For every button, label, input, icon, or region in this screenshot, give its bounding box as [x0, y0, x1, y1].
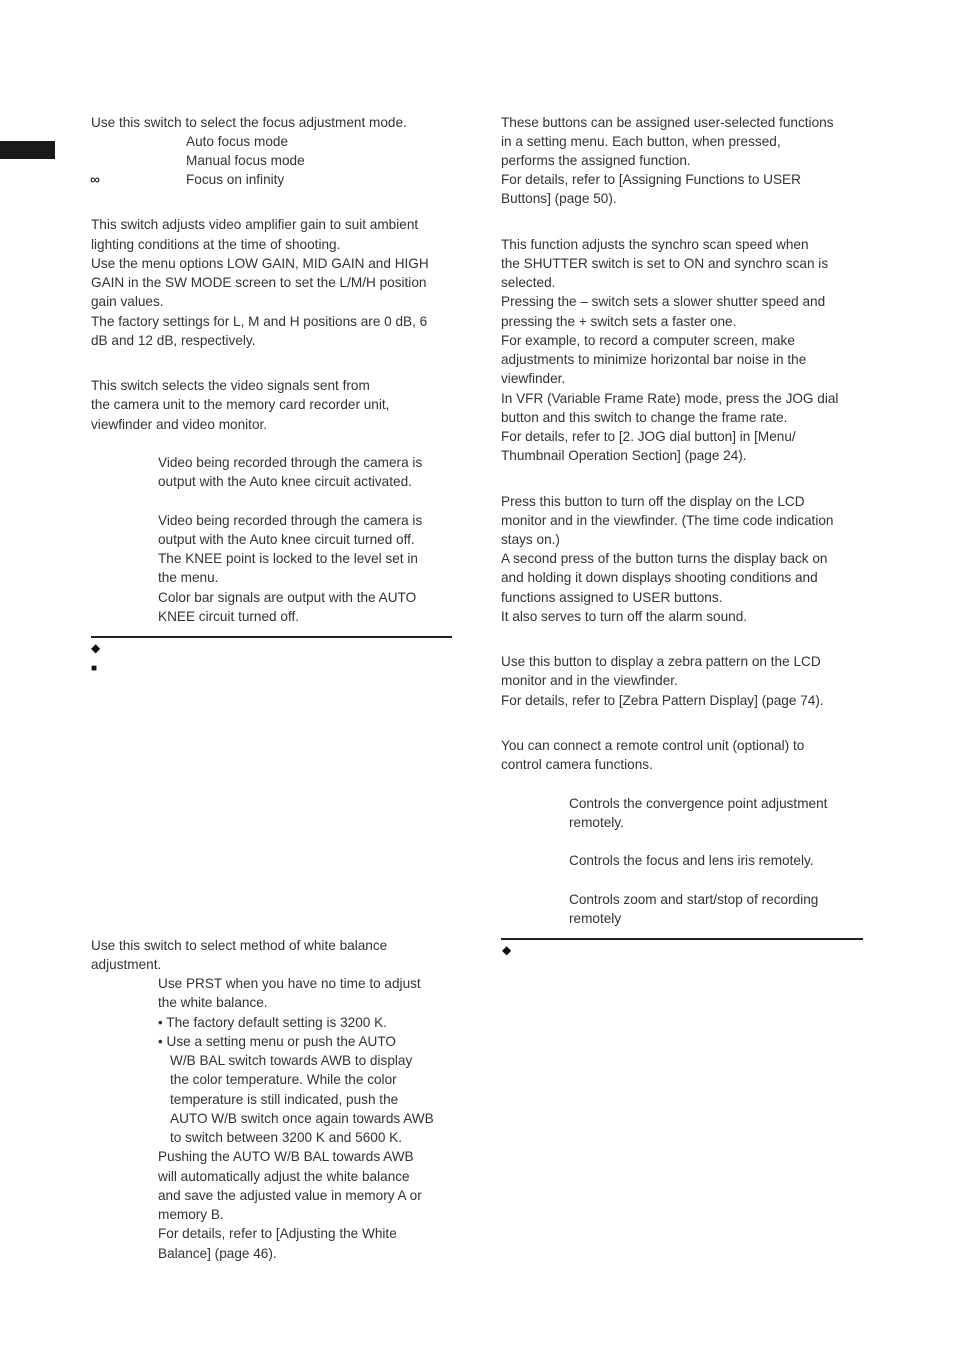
output-item2-line: Video being recorded through the camera is: [158, 513, 423, 528]
wb-intro-line: Use this switch to select method of white balance: [91, 938, 388, 953]
remote-intro-line: You can connect a remote control unit (optional) to: [501, 738, 805, 753]
gain-line: Use the menu options LOW GAIN, MID GAIN and HIGH: [91, 256, 429, 271]
display-line: stays on.): [501, 532, 560, 547]
display-line: and holding it down displays shooting conditions and: [501, 570, 818, 585]
wb-bullet-cont: the color temperature. While the color: [170, 1072, 397, 1087]
output-item1-line: output with the Auto knee circuit activated.: [158, 474, 412, 489]
zebra-line: Use this button to display a zebra pattern on the LCD: [501, 654, 821, 669]
synchro-line: adjustments to minimize horizontal bar noise in the: [501, 352, 807, 367]
user-line: Buttons] (page 50).: [501, 191, 617, 206]
wb-awb-line: and save the adjusted value in memory A or: [158, 1188, 422, 1203]
note-diamond-icon: ◆: [502, 943, 512, 957]
output-intro-line: viewfinder and video monitor.: [91, 417, 268, 432]
output-intro-line: This switch selects the video signals sent from: [91, 378, 370, 393]
wb-intro-line: adjustment.: [91, 957, 162, 972]
wb-awb-line: will automatically adjust the white balance: [158, 1169, 410, 1184]
note-divider: [91, 636, 452, 638]
section-tab: [0, 141, 55, 159]
wb-bullet-cont: to switch between 3200 K and 5600 K.: [170, 1130, 403, 1145]
gain-line: This switch adjusts video amplifier gain to suit ambient: [91, 217, 419, 232]
synchro-line: For example, to record a computer screen, make: [501, 333, 795, 348]
synchro-line: This function adjusts the synchro scan speed when: [501, 237, 809, 252]
remote-intro-line: control camera functions.: [501, 757, 653, 772]
display-line: functions assigned to USER buttons.: [501, 590, 723, 605]
gain-line: gain values.: [91, 294, 164, 309]
remote-item3-line: Controls zoom and start/stop of recording: [569, 892, 819, 907]
wb-bullet: • Use a setting menu or push the AUTO: [158, 1034, 396, 1049]
zebra-line: monitor and in the viewfinder.: [501, 673, 678, 688]
output-item2-line: KNEE circuit turned off.: [158, 609, 300, 624]
synchro-line: button and this switch to change the frame rate.: [501, 410, 788, 425]
display-line: Press this button to turn off the display on the LCD: [501, 494, 805, 509]
output-item2-line: output with the Auto knee circuit turned off.: [158, 532, 415, 547]
output-item2-line: Color bar signals are output with the AUTO: [158, 590, 417, 605]
synchro-line: pressing the + switch sets a faster one.: [501, 314, 737, 329]
focus-option-infinity: Focus on infinity: [186, 172, 285, 187]
synchro-line: For details, refer to [2. JOG dial button] in [Menu/: [501, 429, 796, 444]
wb-awb-line: Balance] (page 46).: [158, 1246, 277, 1261]
wb-prst-line: Use PRST when you have no time to adjust: [158, 976, 421, 991]
focus-option-auto: Auto focus mode: [186, 134, 289, 149]
gain-line: lighting conditions at the time of shooting.: [91, 237, 341, 252]
user-line: For details, refer to [Assigning Functions to USER: [501, 172, 801, 187]
focus-intro: Use this switch to select the focus adjustment mode.: [91, 115, 407, 130]
remote-item3-line: remotely: [569, 911, 622, 926]
output-item2-line: the menu.: [158, 570, 219, 585]
wb-bullet-cont: W/B BAL switch towards AWB to display: [170, 1053, 413, 1068]
remote-item1-line: Controls the convergence point adjustment: [569, 796, 828, 811]
synchro-line: viewfinder.: [501, 371, 566, 386]
synchro-line: In VFR (Variable Frame Rate) mode, press the JOG dial: [501, 391, 839, 406]
synchro-line: Thumbnail Operation Section] (page 24).: [501, 448, 747, 463]
output-item2-line: The KNEE point is locked to the level set in: [158, 551, 418, 566]
display-line: monitor and in the viewfinder. (The time code indication: [501, 513, 834, 528]
gain-line: The factory settings for L, M and H positions are 0 dB, 6: [91, 314, 428, 329]
note-diamond-icon: ◆: [91, 641, 101, 655]
remote-item2: Controls the focus and lens iris remotely.: [569, 853, 814, 868]
focus-option-manual: Manual focus mode: [186, 153, 305, 168]
wb-bullet-cont: AUTO W/B switch once again towards AWB: [170, 1111, 434, 1126]
user-line: performs the assigned function.: [501, 153, 691, 168]
wb-awb-line: For details, refer to [Adjusting the White: [158, 1226, 397, 1241]
output-intro-line: the camera unit to the memory card recorder unit,: [91, 397, 390, 412]
output-item1-line: Video being recorded through the camera is: [158, 455, 423, 470]
wb-bullet-cont: temperature is still indicated, push the: [170, 1092, 399, 1107]
user-line: in a setting menu. Each button, when pressed,: [501, 134, 781, 149]
wb-awb-line: memory B.: [158, 1207, 224, 1222]
synchro-line: selected.: [501, 275, 556, 290]
display-line: It also serves to turn off the alarm sound.: [501, 609, 748, 624]
wb-bullet: • The factory default setting is 3200 K.: [158, 1015, 387, 1030]
note-square-icon: ■: [91, 663, 98, 674]
synchro-line: Pressing the – switch sets a slower shutter speed and: [501, 294, 826, 309]
remote-item1-line: remotely.: [569, 815, 624, 830]
note-divider: [501, 938, 863, 940]
infinity-icon: ∞: [90, 171, 100, 187]
wb-awb-line: Pushing the AUTO W/B BAL towards AWB: [158, 1149, 414, 1164]
display-line: A second press of the button turns the display back on: [501, 551, 828, 566]
gain-line: dB and 12 dB, respectively.: [91, 333, 256, 348]
zebra-line: For details, refer to [Zebra Pattern Display] (page 74).: [501, 693, 824, 708]
synchro-line: the SHUTTER switch is set to ON and synchro scan is: [501, 256, 829, 271]
user-line: These buttons can be assigned user-selected functions: [501, 115, 834, 130]
wb-prst-line: the white balance.: [158, 995, 268, 1010]
gain-line: GAIN in the SW MODE screen to set the L/M/H position: [91, 275, 427, 290]
